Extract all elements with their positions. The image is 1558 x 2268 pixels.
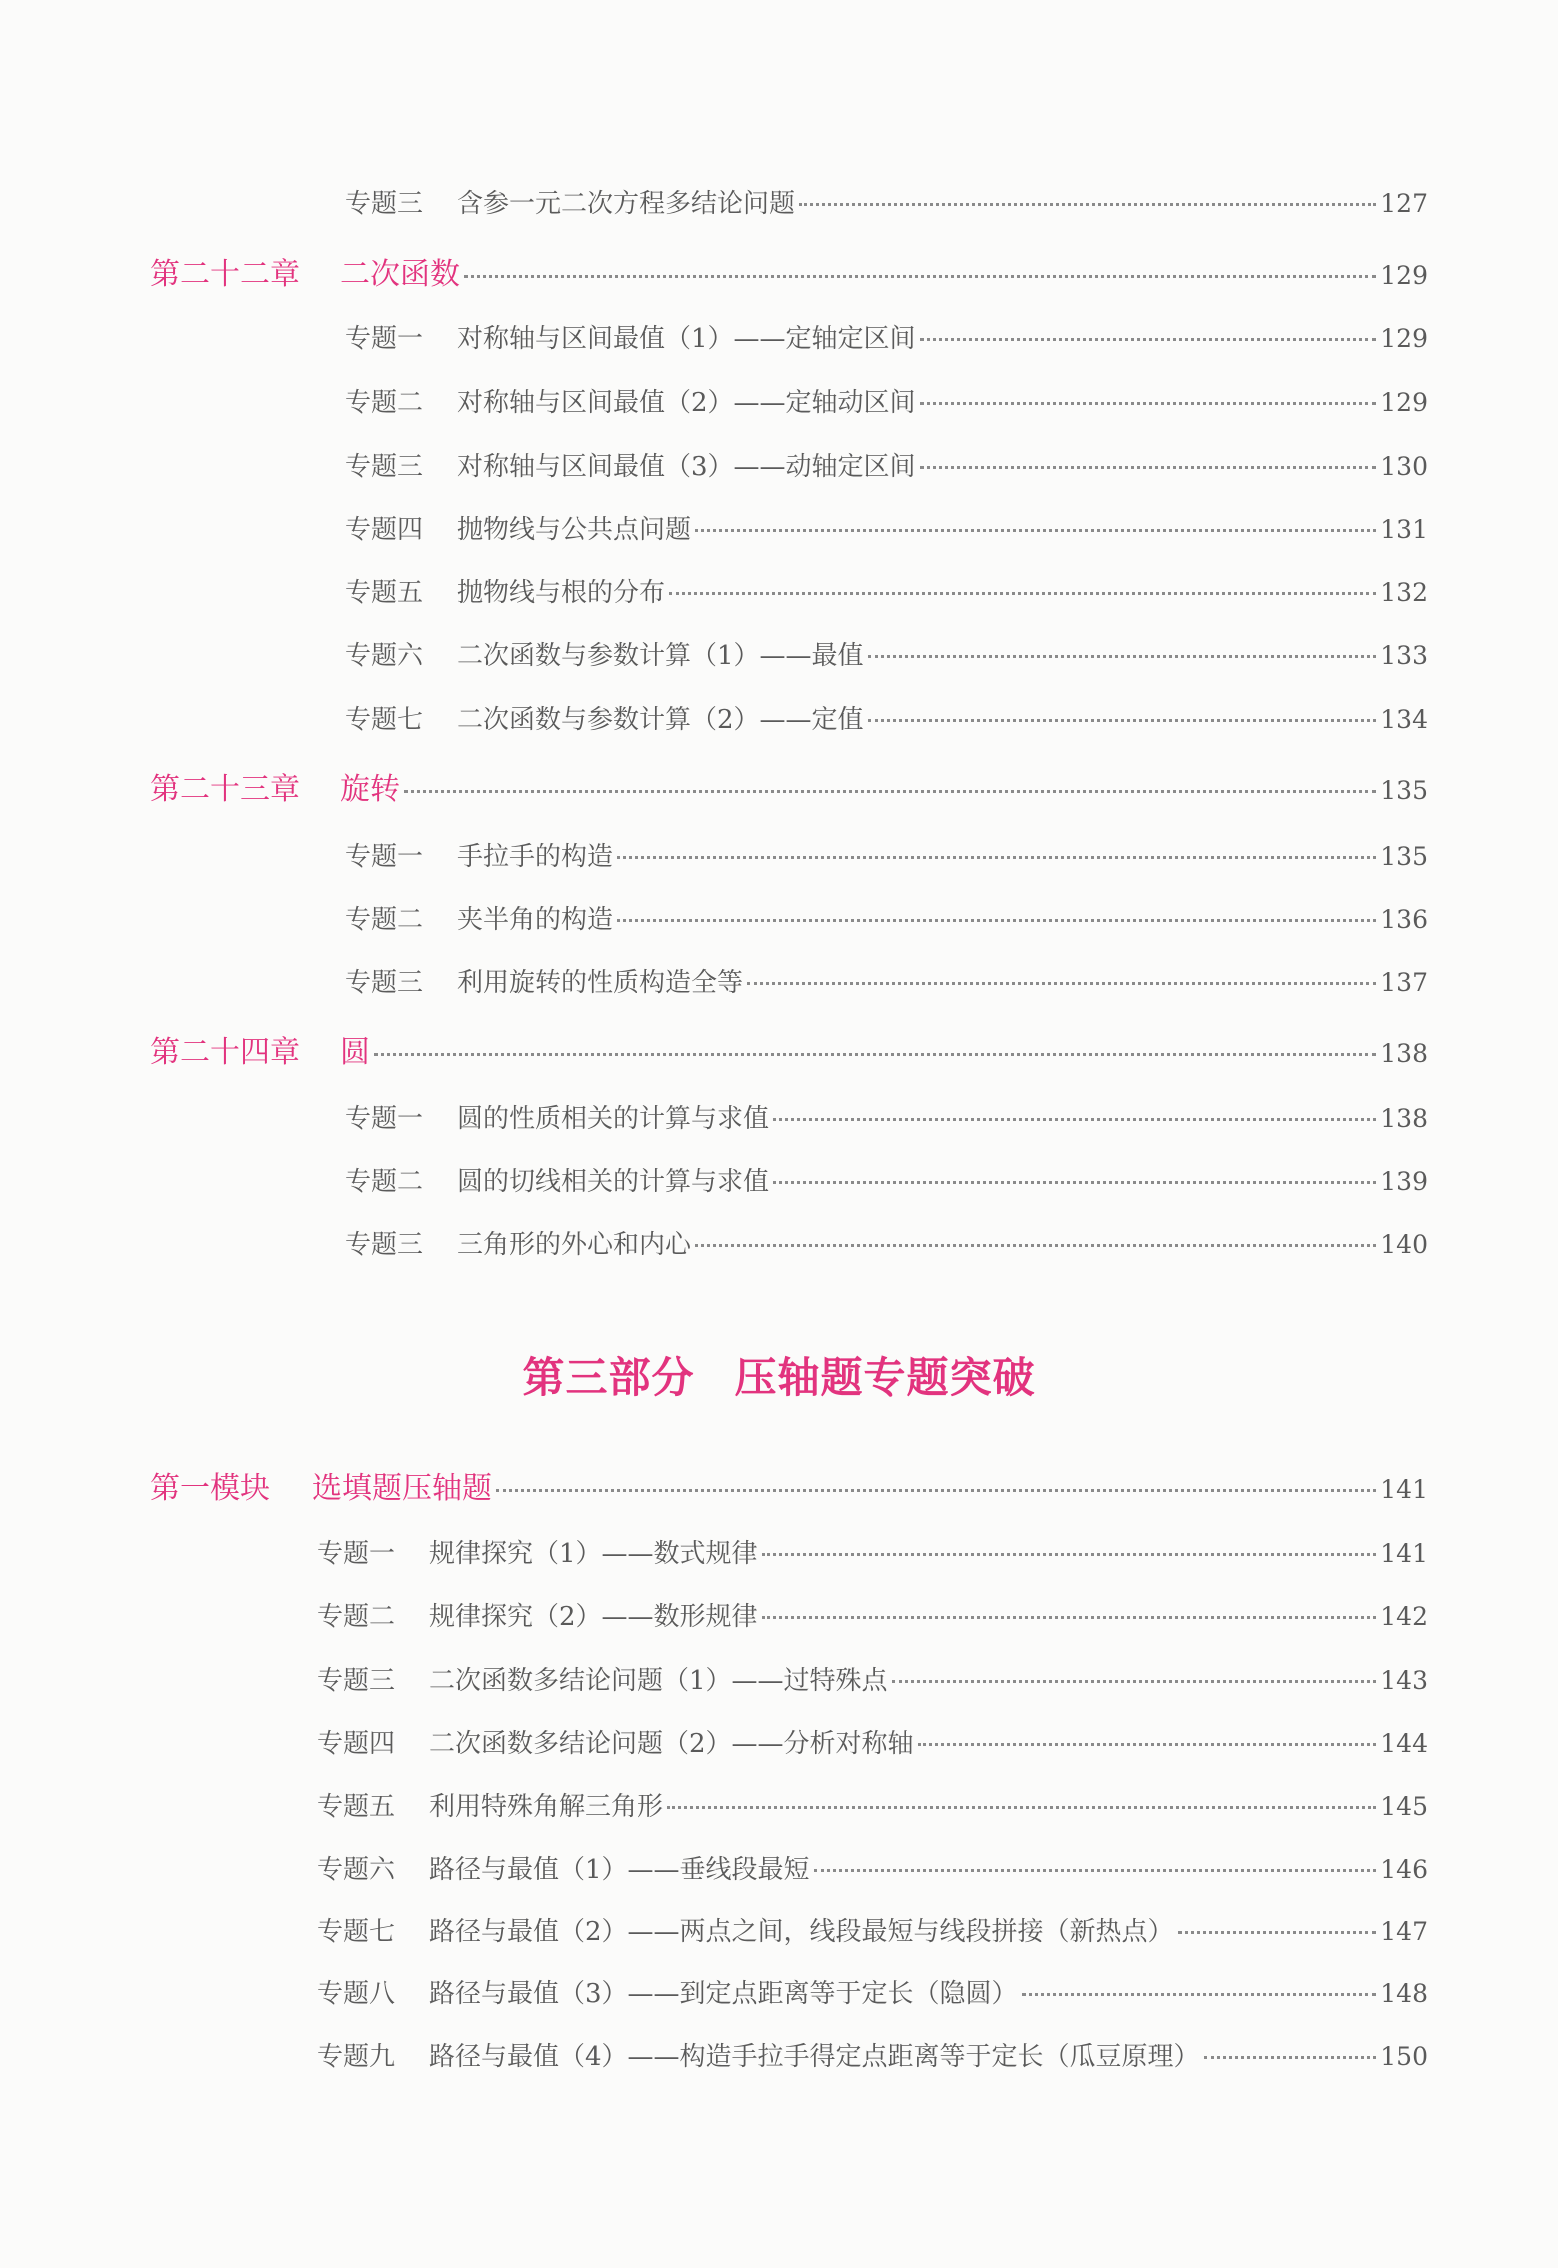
toc-entry <box>345 1161 1428 1198</box>
topic-title: 夹半角的构造 <box>457 905 614 935</box>
leader-dots <box>868 655 1377 658</box>
page-number: 132 <box>1380 578 1428 607</box>
topic-label: 专题一 <box>317 1539 396 1569</box>
page-number: 148 <box>1380 1979 1428 2008</box>
toc-entry <box>345 572 1428 609</box>
leader-dots <box>617 856 1376 859</box>
toc-entry <box>317 1660 1428 1697</box>
topic-label: 专题七 <box>317 1917 396 1947</box>
leader-dots <box>374 1053 1376 1056</box>
toc-entry <box>345 836 1428 873</box>
topic-label: 专题五 <box>345 578 424 608</box>
topic-title: 利用旋转的性质构造全等 <box>457 968 744 998</box>
leader-dots <box>669 592 1376 595</box>
module-label: 第一模块 <box>150 1471 270 1506</box>
chapter-title: 旋转 <box>340 772 400 807</box>
page-number: 145 <box>1380 1792 1428 1821</box>
page-number: 142 <box>1380 1602 1428 1631</box>
topic-title: 对称轴与区间最值（1）——定轴定区间 <box>457 324 916 354</box>
toc-entry <box>317 1911 1428 1948</box>
leader-dots <box>667 1806 1376 1809</box>
page-number: 130 <box>1380 452 1428 481</box>
topic-title: 二次函数与参数计算（2）——定值 <box>457 705 864 735</box>
topic-title: 规律探究（1）——数式规律 <box>429 1539 758 1569</box>
page-number: 141 <box>1380 1475 1428 1504</box>
topic-label: 专题六 <box>345 641 424 671</box>
part-label: 第三部分 <box>522 1353 695 1402</box>
topic-title: 路径与最值（2）——两点之间，线段最短与线段拼接（新热点） <box>429 1917 1174 1947</box>
toc-entry <box>345 635 1428 672</box>
topic-label: 专题八 <box>317 1979 396 2009</box>
page-number: 146 <box>1380 1855 1428 1884</box>
topic-label: 专题四 <box>345 515 424 545</box>
topic-label: 专题一 <box>345 324 424 354</box>
leader-dots <box>695 1244 1376 1247</box>
page-number: 129 <box>1380 324 1428 353</box>
page-number: 147 <box>1380 1917 1428 1946</box>
toc-entry <box>345 1098 1428 1135</box>
topic-title: 对称轴与区间最值（2）——定轴动区间 <box>457 388 916 418</box>
topic-label: 专题三 <box>345 1230 424 1260</box>
leader-dots <box>814 1869 1377 1872</box>
topic-label: 专题三 <box>345 968 424 998</box>
topic-title: 抛物线与根的分布 <box>457 578 666 608</box>
toc-entry <box>345 318 1428 355</box>
page-number: 127 <box>1380 189 1428 218</box>
leader-dots <box>1178 1931 1377 1934</box>
leader-dots <box>762 1616 1377 1619</box>
page-number: 129 <box>1380 388 1428 417</box>
toc-entry <box>345 899 1428 936</box>
topic-title: 路径与最值（1）——垂线段最短 <box>429 1855 810 1885</box>
page-number: 137 <box>1380 968 1428 997</box>
part-heading <box>0 1345 1558 1405</box>
page-number: 141 <box>1380 1539 1428 1568</box>
topic-label: 专题二 <box>345 1167 424 1197</box>
leader-dots <box>918 1743 1377 1746</box>
toc-entry <box>317 1849 1428 1886</box>
toc-entry <box>345 382 1428 419</box>
toc-chapter <box>150 249 1428 293</box>
leader-dots <box>1204 2056 1377 2059</box>
leader-dots <box>695 529 1376 532</box>
leader-dots <box>920 402 1377 405</box>
toc-entry <box>345 446 1428 483</box>
page-number: 135 <box>1380 842 1428 871</box>
toc-entry <box>317 1723 1428 1760</box>
topic-title: 二次函数多结论问题（2）——分析对称轴 <box>429 1729 914 1759</box>
topic-label: 专题九 <box>317 2042 396 2072</box>
toc-entry <box>345 1224 1428 1261</box>
topic-label: 专题二 <box>345 388 424 418</box>
topic-title: 圆的性质相关的计算与求值 <box>457 1104 770 1134</box>
topic-label: 专题一 <box>345 1104 424 1134</box>
toc-entry <box>345 699 1428 736</box>
leader-dots <box>617 919 1376 922</box>
chapter-title: 圆 <box>340 1035 370 1070</box>
topic-label: 专题三 <box>317 1666 396 1696</box>
leader-dots <box>892 1680 1377 1683</box>
leader-dots <box>762 1553 1377 1556</box>
page-number: 135 <box>1380 776 1428 805</box>
page-number: 138 <box>1380 1039 1428 1068</box>
topic-title: 路径与最值（3）——到定点距离等于定长（隐圆） <box>429 1979 1018 2009</box>
toc-entry <box>317 2036 1428 2073</box>
leader-dots <box>920 338 1377 341</box>
part-title: 压轴题专题突破 <box>734 1353 1036 1402</box>
leader-dots <box>920 466 1377 469</box>
toc-entry <box>317 1533 1428 1570</box>
page-number: 150 <box>1380 2042 1428 2071</box>
toc-entry <box>345 509 1428 546</box>
topic-label: 专题一 <box>345 842 424 872</box>
chapter-label: 第二十四章 <box>150 1035 300 1070</box>
page-number: 143 <box>1380 1666 1428 1695</box>
topic-title: 二次函数与参数计算（1）——最值 <box>457 641 864 671</box>
topic-label: 专题二 <box>317 1602 396 1632</box>
page-number: 133 <box>1380 641 1428 670</box>
toc-module <box>150 1463 1428 1507</box>
topic-label: 专题二 <box>345 905 424 935</box>
topic-title: 圆的切线相关的计算与求值 <box>457 1167 770 1197</box>
toc-chapter <box>150 1027 1428 1071</box>
leader-dots <box>747 982 1376 985</box>
chapter-title: 二次函数 <box>340 257 460 292</box>
topic-title: 三角形的外心和内心 <box>457 1230 692 1260</box>
topic-label: 专题六 <box>317 1855 396 1885</box>
toc-entry <box>345 962 1428 999</box>
page-number: 136 <box>1380 905 1428 934</box>
page-number: 139 <box>1380 1167 1428 1196</box>
toc-entry <box>317 1786 1428 1823</box>
leader-dots <box>464 275 1376 278</box>
leader-dots <box>799 203 1376 206</box>
page-number: 129 <box>1380 261 1428 290</box>
topic-label: 专题七 <box>345 705 424 735</box>
leader-dots <box>773 1181 1376 1184</box>
page-number: 140 <box>1380 1230 1428 1259</box>
module-title: 选填题压轴题 <box>312 1471 492 1506</box>
page-number: 131 <box>1380 515 1428 544</box>
topic-title: 含参一元二次方程多结论问题 <box>457 189 796 219</box>
topic-title: 路径与最值（4）——构造手拉手得定点距离等于定长（瓜豆原理） <box>429 2042 1200 2072</box>
page-number: 138 <box>1380 1104 1428 1133</box>
chapter-label: 第二十三章 <box>150 772 300 807</box>
leader-dots <box>404 790 1376 793</box>
topic-title: 规律探究（2）——数形规律 <box>429 1602 758 1632</box>
topic-title: 利用特殊角解三角形 <box>429 1792 664 1822</box>
topic-label: 专题五 <box>317 1792 396 1822</box>
leader-dots <box>1022 1993 1377 1996</box>
toc-entry <box>345 183 1428 220</box>
toc-entry <box>317 1973 1428 2010</box>
topic-label: 专题三 <box>345 189 424 219</box>
topic-title: 二次函数多结论问题（1）——过特殊点 <box>429 1666 888 1696</box>
topic-title: 抛物线与公共点问题 <box>457 515 692 545</box>
page-number: 134 <box>1380 705 1428 734</box>
leader-dots <box>773 1118 1376 1121</box>
toc-entry <box>317 1596 1428 1633</box>
topic-title: 手拉手的构造 <box>457 842 614 872</box>
topic-label: 专题三 <box>345 452 424 482</box>
chapter-label: 第二十二章 <box>150 257 300 292</box>
leader-dots <box>868 719 1377 722</box>
toc-chapter <box>150 764 1428 808</box>
leader-dots <box>496 1489 1376 1492</box>
page-number: 144 <box>1380 1729 1428 1758</box>
topic-title: 对称轴与区间最值（3）——动轴定区间 <box>457 452 916 482</box>
topic-label: 专题四 <box>317 1729 396 1759</box>
